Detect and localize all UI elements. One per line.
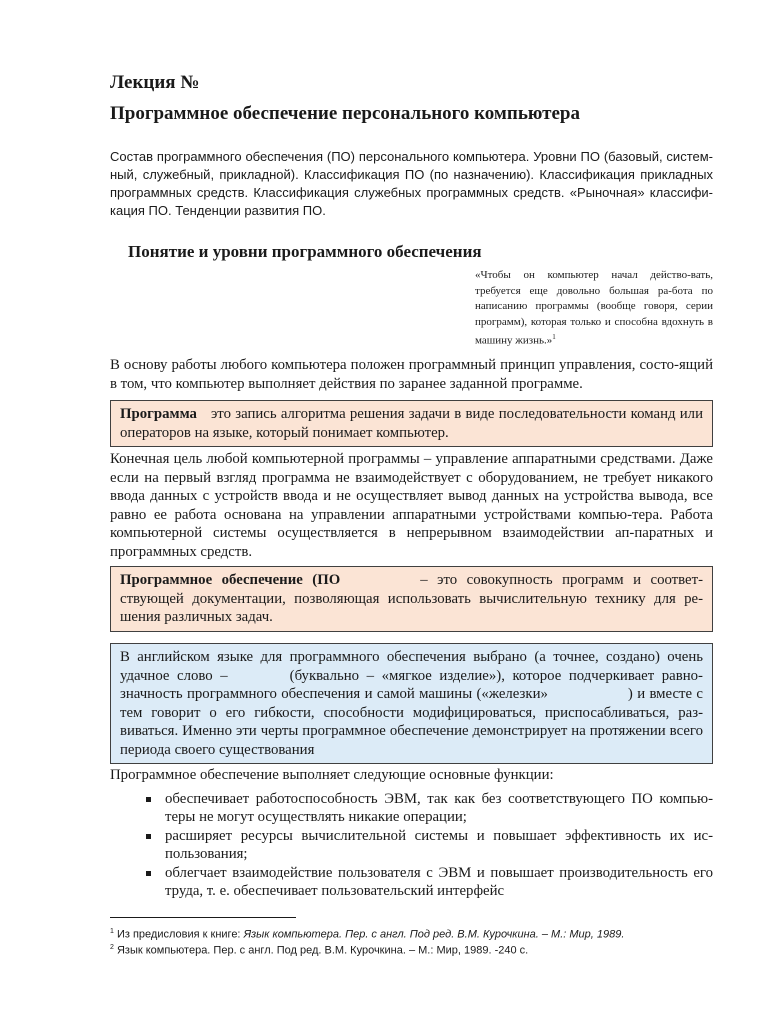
definition-program-text: это запись алгоритма решения задачи в виде последовательности команд или операторов на языке, который понимает компьютер. xyxy=(120,406,703,441)
note-part-3: ) и вместе с тем говорит о его гибкости, способности модифицироваться, приспосабливаться, раз-виваться. Именно эти черты программное обеспечение демонстрирует на протяжении всего периода своего существования xyxy=(120,686,703,758)
list-item xyxy=(110,790,713,826)
definition-software-box xyxy=(110,566,713,632)
footnote-separator xyxy=(110,917,296,918)
footnote-2-number: 2 xyxy=(110,944,114,951)
note-part-1: В английском языке для программного обеспечения выбрано (а точнее, создано) очень удачное слово – xyxy=(120,649,703,684)
bullet-icon xyxy=(146,797,151,802)
lecture-abstract: Состав программного обеспечения (ПО) персонального компьютера. Уровни ПО (базовый, систем-ный, служебный, прикладной). Классификация ПО (по назначению). Классификация прикладных программных средств. Классификация служебных программных средств. «Рыночная» классифи-кация ПО. Тенденции развития ПО. xyxy=(110,149,713,218)
list-item-text: обеспечивает работоспособность ЭВМ, так как без соответствующего ПО компью-теры не могут осуществлять никакие операции; xyxy=(165,791,713,825)
definition-software-text: – это совокупность программ и соответ-ствующей документации, позволяющая использовать вычислительную технику для ре-шения различных задач. xyxy=(120,572,703,625)
epigraph-footnote-ref: 1 xyxy=(552,333,556,341)
footnote-1 xyxy=(110,925,730,942)
footnote-1-number: 1 xyxy=(110,928,114,935)
list-item-text: расширяет ресурсы вычислительной системы и повышает эффективность их ис-пользования; xyxy=(165,828,713,862)
definition-program-term: Программа xyxy=(120,406,197,422)
definition-program-box xyxy=(110,400,713,447)
paragraph-goal: Конечная цель любой компьютерной программы – управление аппаратными средствами. Даже если на первый взгляд программа не взаимодействует с оборудованием, не требует никакого ввода данных с устройств ввода и не осуществляет вывод данных на устройства вывода, все равно ее работа основана на управлении аппаратными устройствами компью-тера. Работа компьютерной системы осуществляется в непрерывном взаимодействии ап-паратных и программных средств. xyxy=(110,451,713,560)
bullet-icon xyxy=(146,871,151,876)
footnote-1-lead: Из предисловия к книге: xyxy=(116,928,241,941)
lecture-heading: Лекция № xyxy=(110,72,200,93)
paragraph-principle: В основу работы любого компьютера положен программный принцип управления, состо-ящий в том, что компьютер выполняет действия по заранее заданной программе. xyxy=(110,357,713,392)
epigraph xyxy=(475,268,713,349)
epigraph-text: «Чтобы он компьютер начал действо-вать, требуется еще довольно большая ра-бота по написанию программы (вообще говоря, серии программ), которая только и способна вдохнуть в машину жизнь.» xyxy=(475,269,713,347)
section-title: Понятие и уровни программного обеспечения xyxy=(128,242,482,261)
bullet-icon xyxy=(146,834,151,839)
page-title: Программное обеспечение персонального компьютера xyxy=(110,103,580,124)
list-item xyxy=(110,827,713,863)
note-part-2: (буквально – «мягкое изделие»), которое подчеркивает равно-значность программного обеспечения и самой машины («железки» xyxy=(120,667,703,702)
footnote-2-text: Язык компьютера. Пер. с англ. Под ред. В.М. Курочкина. – М.: Мир, 1989. -240 с. xyxy=(116,944,529,957)
paragraph-functions-intro: Программное обеспечение выполняет следующие основные функции: xyxy=(110,767,554,783)
footnote-2 xyxy=(110,941,730,958)
footnote-1-source: Язык компьютера. Пер. с англ. Под ред. В.М. Курочкина. – М.: Мир, 1989. xyxy=(243,928,625,941)
list-item xyxy=(110,864,713,900)
definition-software-term: Программное обеспечение (ПО xyxy=(120,572,341,588)
software-word-note-box xyxy=(110,643,713,764)
list-item-text: облегчает взаимодействие пользователя с ЭВМ и повышает производительность его труда, т. е. обеспечивает пользовательский интерфейс xyxy=(165,865,713,899)
functions-list xyxy=(110,790,713,901)
